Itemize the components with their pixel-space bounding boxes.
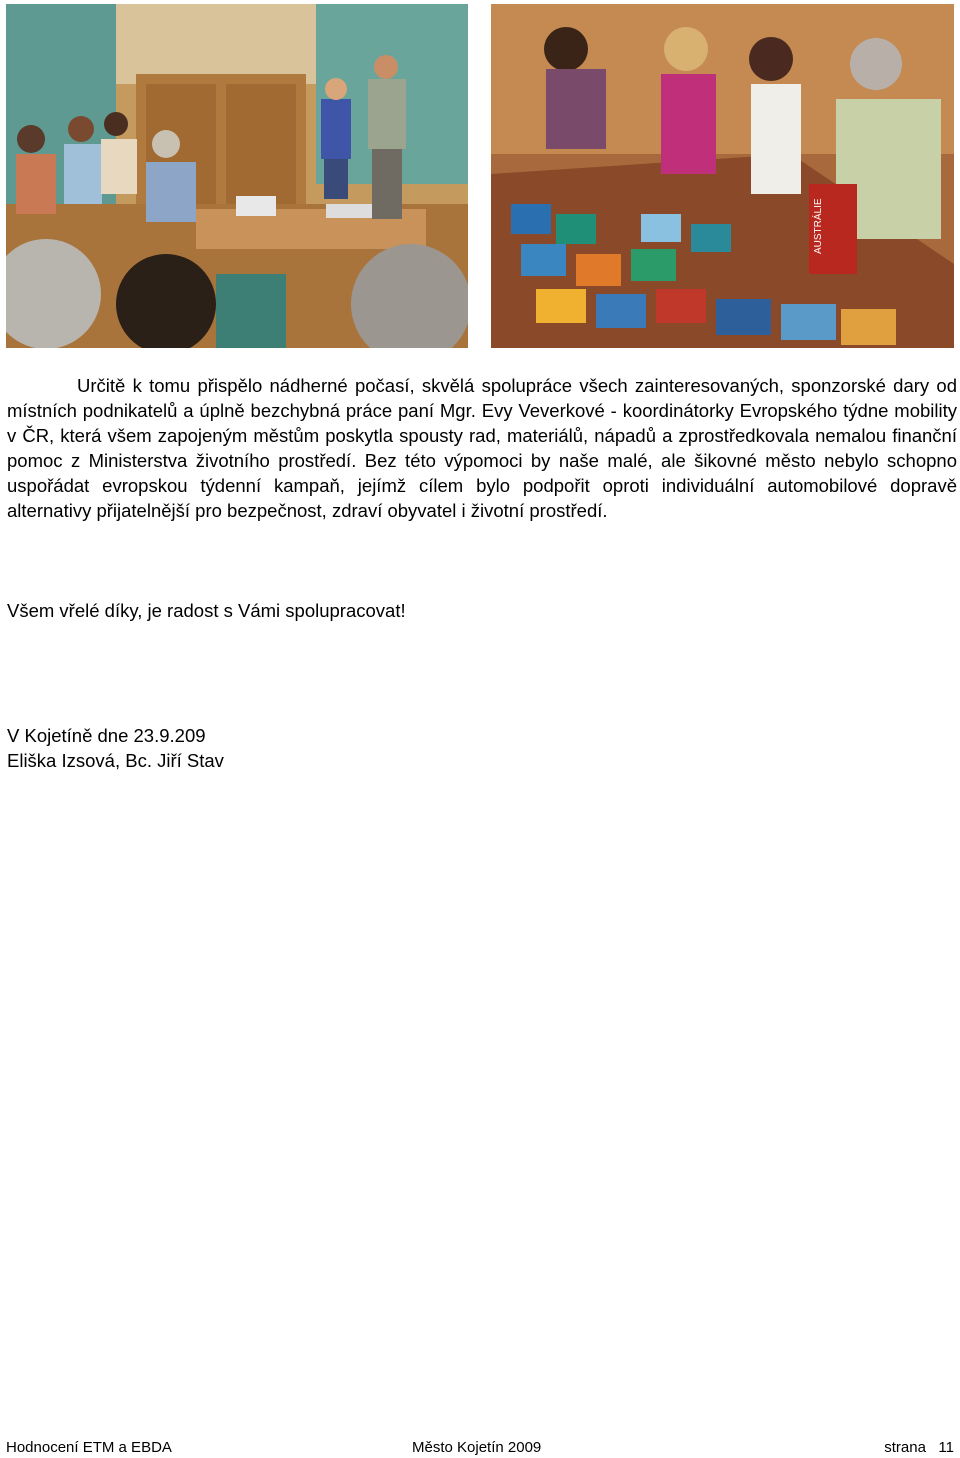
signatories-line: Eliška Izsová, Bc. Jiří Stav bbox=[7, 750, 224, 771]
page-footer bbox=[6, 1438, 954, 1458]
thanks-paragraph: Všem vřelé díky, je radost s Vámi spolupracovat! bbox=[7, 600, 406, 621]
place-date-line: V Kojetíně dne 23.9.209 bbox=[7, 725, 206, 746]
footer-organization: Město Kojetín 2009 bbox=[412, 1439, 542, 1456]
book-display-photo bbox=[491, 4, 954, 348]
book-title-label: AUSTRÁLIE bbox=[813, 198, 824, 254]
meeting-room-photo bbox=[6, 4, 468, 348]
body-paragraph: Určitě k tomu přispělo nádherné počasí, skvělá spolupráce všech zainteresovaných, sponzorské dary od místních podnikatelů a úplně bezchybná práce paní Mgr. Evy Veverkové - koordinátorky Evropského týdne mobility v ČR, která všem zapojeným městům poskytla spousty rad, materiálů, nápadů a zprostředkovala nemalou finanční pomoc z Ministerstva životního prostředí. Bez této výpomoci by naše malé, ale šikovné město nebylo schopno uspořádat evropskou týdenní kampaň, jejímž cílem bylo podpořit oproti individuální automobilové dopravě alternativy přijatelnější pro bezpečnost, zdraví obyvatel i životní prostředí. bbox=[7, 375, 957, 521]
footer-page-number: strana 11 bbox=[884, 1439, 954, 1456]
footer-document-title: Hodnocení ETM a EBDA bbox=[6, 1439, 172, 1456]
